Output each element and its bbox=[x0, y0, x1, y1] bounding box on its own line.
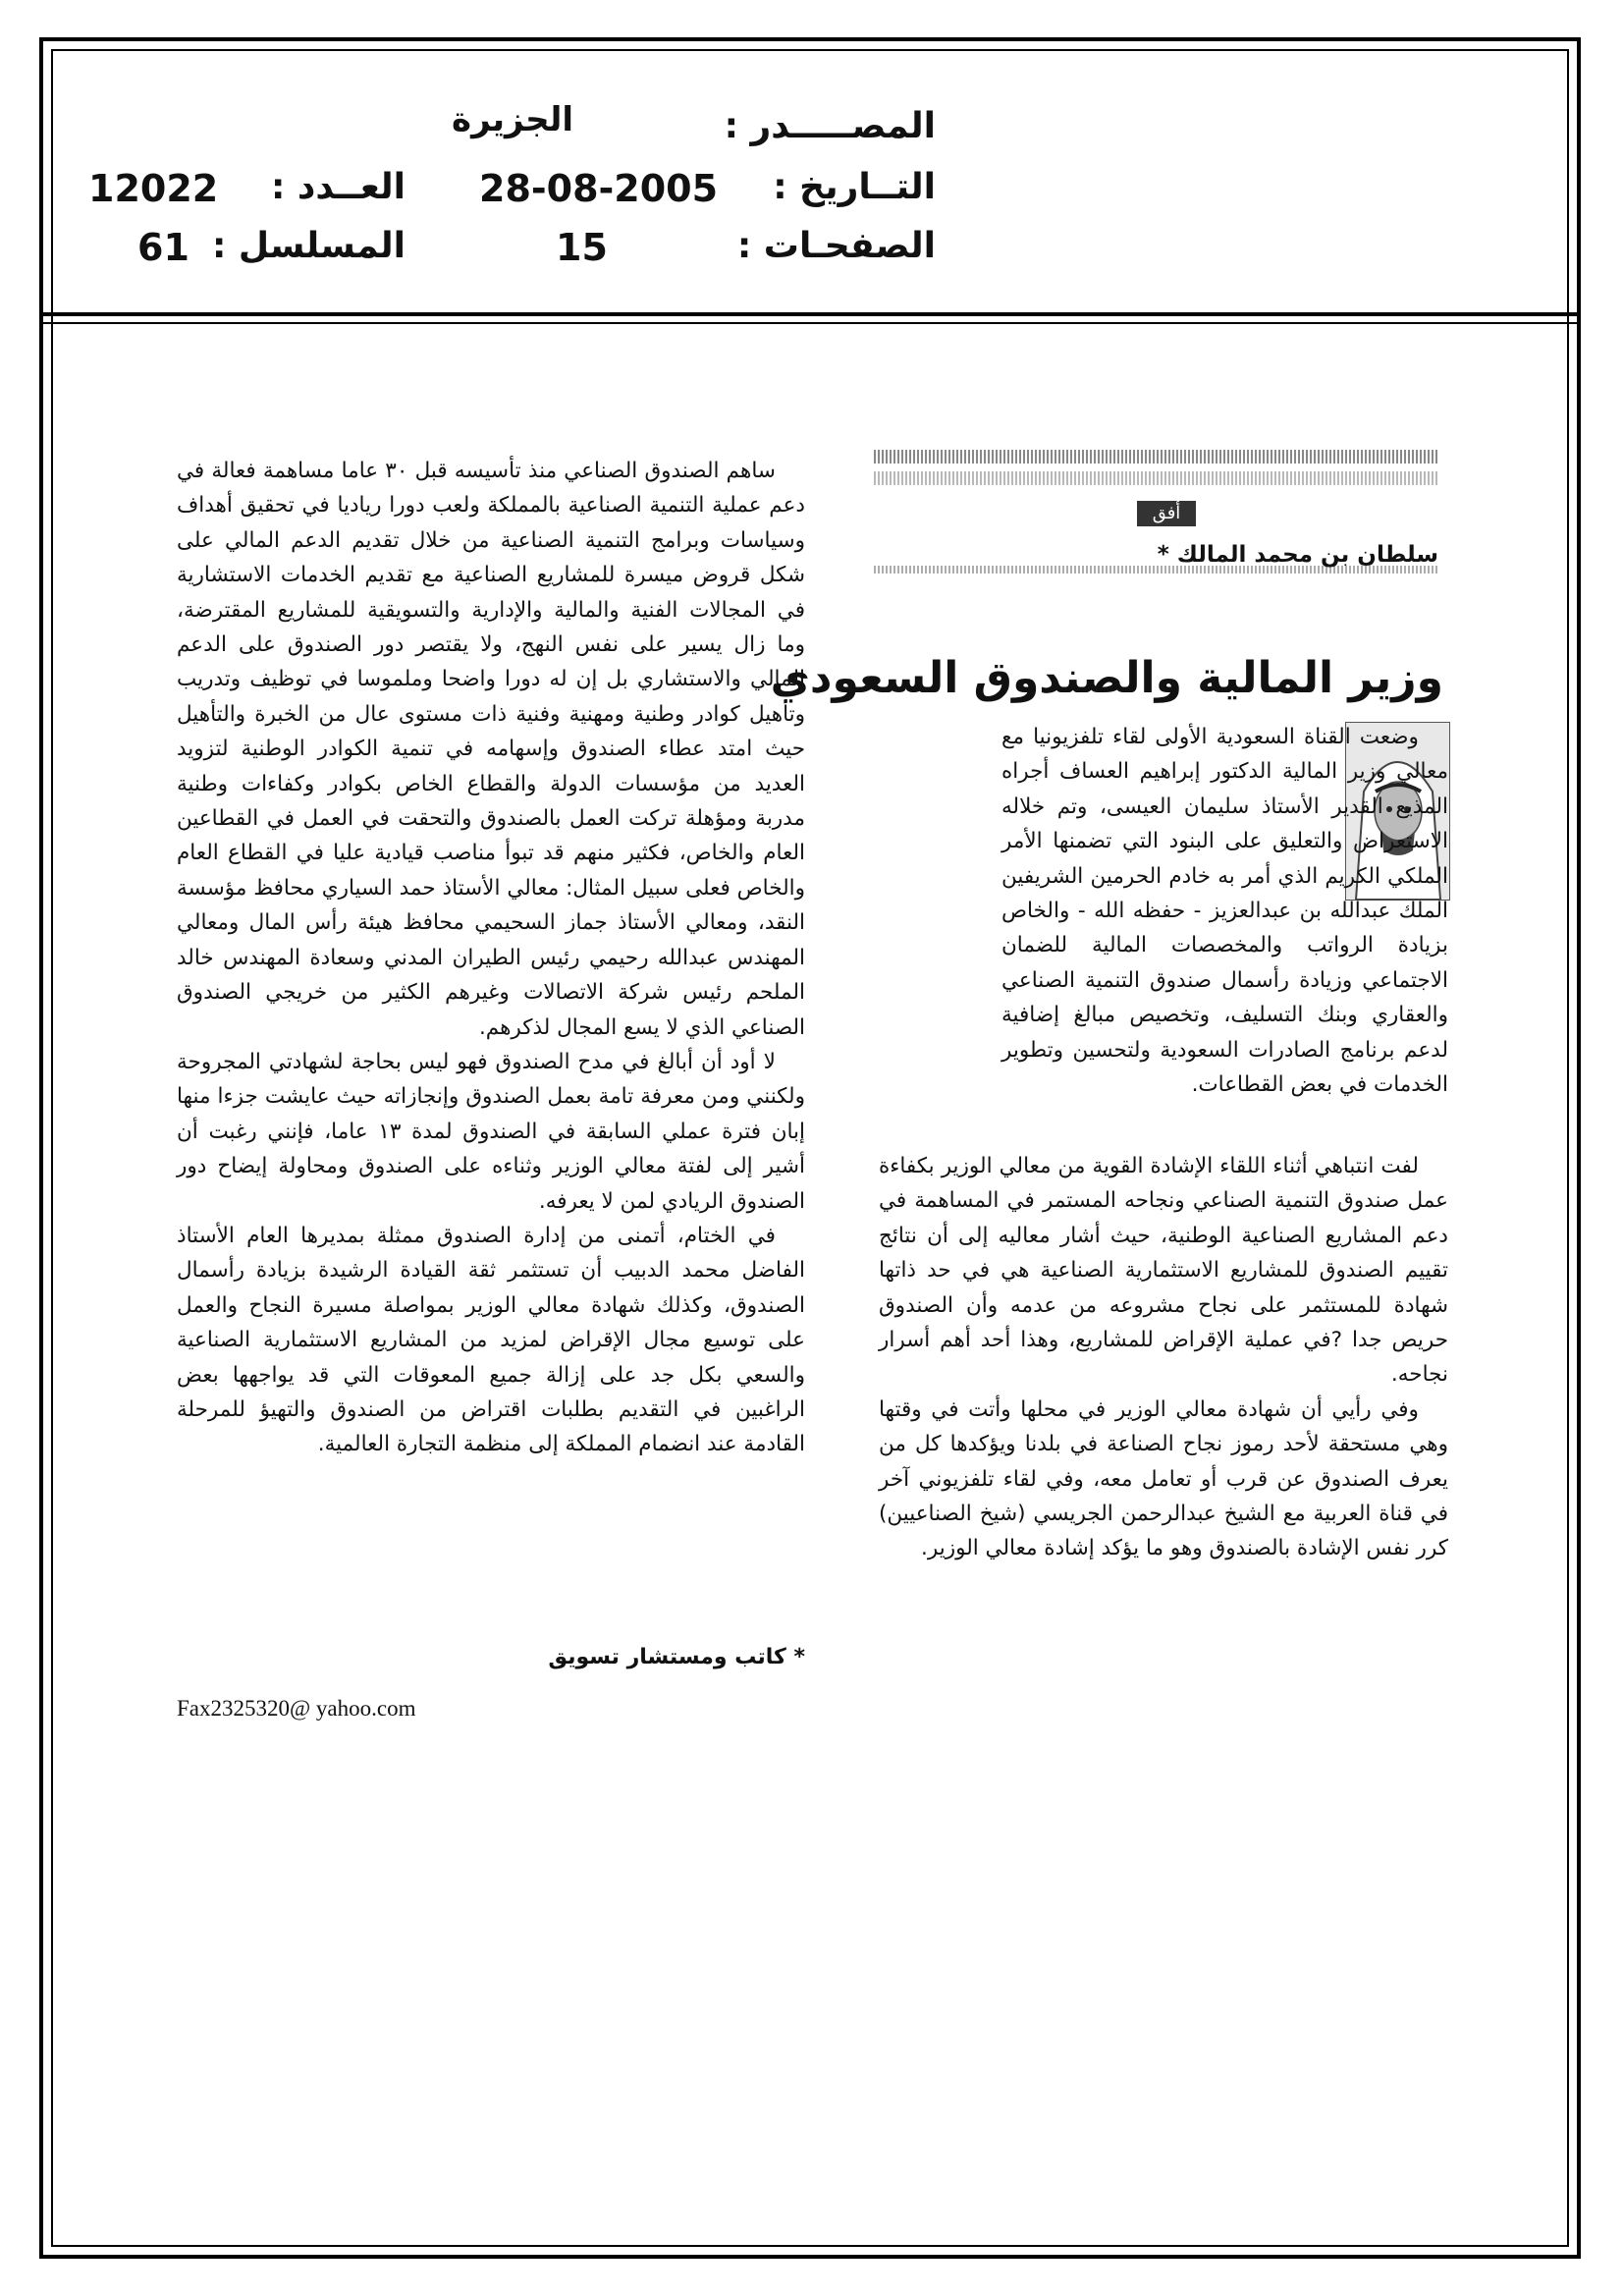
column-header bbox=[874, 450, 1438, 597]
right-column-body bbox=[879, 1149, 1448, 1566]
paragraph-6: في الختام، أتمنى من إدارة الصندوق ممثلة بمديرها العام الأستاذ الفاضل محمد الدبيب أن تستثمر ثقة القيادة الرشيدة بزيادة رأسمال الصندوق، وكذلك شهادة معالي الوزير بمواصلة مسيرة النجاح والعمل على توسيع مجال الإقراض لمزيد من المشاريع الاستثمارية الصناعية والسعي بكل جد على إزالة جميع المعوقات التي قد يواجهها بعض الراغبين في التقديم بطلبات اقتراض من الصندوق والتهيؤ للمرحلة القادمة عند انضمام المملكة إلى منظمة التجارة العالمية. bbox=[177, 1223, 805, 1457]
article-headline: وزير المالية والصندوق السعودي bbox=[770, 653, 1443, 703]
date-label: التــاريخ : bbox=[773, 167, 936, 207]
pages-value: 15 bbox=[556, 226, 608, 269]
author-byline: سلطان بن محمد المالك * bbox=[1157, 542, 1438, 568]
paragraph-5: لا أود أن أبالغ في مدح الصندوق فهو ليس بحاجة لشهادتي المجروحة ولكنني ومن معرفة تامة بعمل الصندوق وإنجازاته حيث عايشت جزءا منها إبان فترة عملي السابقة في الصندوق لمدة ١٣ عاما، فإنني رغبت أن أشير إلى لفتة معالي الوزير وثناءه على الصندوق ومحاولة إيضاح دور الصندوق الريادي لمن لا يعرفه. bbox=[177, 1049, 805, 1214]
issue-value: 12022 bbox=[88, 167, 219, 210]
serial-value: 61 bbox=[137, 226, 189, 269]
date-value: 28-08-2005 bbox=[479, 167, 719, 210]
left-column-body bbox=[177, 454, 805, 1462]
source-label: المصـــــدر : bbox=[724, 106, 936, 146]
paragraph-1a: وضعت القناة السعودية الأولى لقاء تلفزيونيا مع معالي وزير المالية الدكتور إبراهيم العساف أجراه المذيع القدير الأستاذ سليمان العيسى، وتم خلاله الاستعراض والتعليق على البنود التي تضمنها الأمر الملكي الكريم الذي أمر به خادم الحرمين الشريفين الملك عبدالله بن عبدالعزيز - حفظه الله - والخاص بزيادة الرواتب والمخصصات المالية للضمان الاجتماعي وزيادة رأسمال صندوق التنمية الصناعي والعقاري وبنك التسليف، وتخصيص مبالغ إضافية لدعم برنامج الصادرات السعودية ولتحسين وتطوير الخدمات في بعض القطاعات. bbox=[1001, 725, 1448, 1098]
issue-label: العــدد : bbox=[271, 167, 406, 207]
pages-label: الصفحـات : bbox=[736, 226, 936, 266]
header-divider bbox=[39, 312, 1581, 324]
paragraph-4: ساهم الصندوق الصناعي منذ تأسيسه قبل ٣٠ عاما مساهمة فعالة في دعم عملية التنمية الصناعية بالمملكة ولعب دورا رياديا في تحقيق أهداف وسياسات وبرامج التنمية الصناعية من خلال تقديم الدعم المالي على شكل قروض ميسرة للمشاريع الصناعية مع تقديم الخدمات الاستشارية في المجالات الفنية والمالية والإدارية والتسويقية للمشاريع المقترضة، وما زال يسير على نفس النهج، ولا يقتصر دور الصندوق على الدعم المالي والاستشاري بل إن له دورا واضحا وملموسا في توظيف وتدريب وتأهيل كوادر وطنية ومهنية وفنية ذات مستوى عال من الخبرة والتأهيل حيث امتد عطاء الصندوق وإسهامه في تنمية الكوادر الوطنية لتزويد العديد من مؤسسات الدولة والقطاع الخاص بكوادر وكفاءات وطنية مدربة ومؤهلة تركت العمل بالصندوق والتحقت في العمل في القطاعين العام والخاص، فكثير منهم قد تبوأ مناصب قيادية عليا في القطاع العام والخاص فعلى سبيل المثال: معالي الأستاذ حمد السياري محافظ مؤسسة النقد، ومعالي الأستاذ جماز السحيمي محافظ هيئة رأس المال ومعالي المهندس عبدالله رحيمي رئيس الطيران المدني وسعادة المهندس خالد الملحم رئيس شركة الاتصالات وغيرهم الكثير من خريجي الصندوق الصناعي الذي لا يسع المجال لذكرهم. bbox=[177, 459, 805, 1040]
right-column-top bbox=[1001, 720, 1448, 1098]
header-stripe bbox=[874, 471, 1438, 485]
paragraph-3: وفي رأيي أن شهادة معالي الوزير في محلها وأتت في وقتها وهي مستحقة لأحد رموز نجاح الصناعة في بلدنا ويؤكدها كل من يعرف الصندوق عن قرب أو تعامل معه، وفي لقاء تلفزيوني آخر في قناة العربية مع الشيخ عبدالرحمن الجريسي (شيخ الصناعيين) كرر نفس الإشادة بالصندوق وهو ما يؤكد إشادة معالي الوزير. bbox=[879, 1396, 1448, 1561]
serial-label: المسلسل : bbox=[211, 226, 406, 266]
source-value: الجزيرة bbox=[452, 100, 574, 139]
paragraph-2: لفت انتباهي أثناء اللقاء الإشادة القوية من معالي الوزير بكفاءة عمل صندوق التنمية الصناعي ونجاحه المستمر في المساهمة في دعم المشاريع الصناعية الوطنية، حيث أشار معاليه إلى أن نتائج تقييم الصندوق للمشاريع الاستثمارية الصناعية هي في حد ذاتها شهادة للمستثمر على نجاح مشروعه من عدمه وأن الصندوق حريص جدا ?في عملية الإقراض للمشاريع، وهذا أحد أهم أسرار نجاحه. bbox=[879, 1154, 1448, 1388]
column-logo: أفق bbox=[1137, 501, 1196, 526]
header-stripe bbox=[874, 450, 1438, 464]
author-signature: * كاتب ومستشار تسويق bbox=[548, 1645, 805, 1669]
author-email: Fax2325320@ yahoo.com bbox=[177, 1696, 416, 1721]
